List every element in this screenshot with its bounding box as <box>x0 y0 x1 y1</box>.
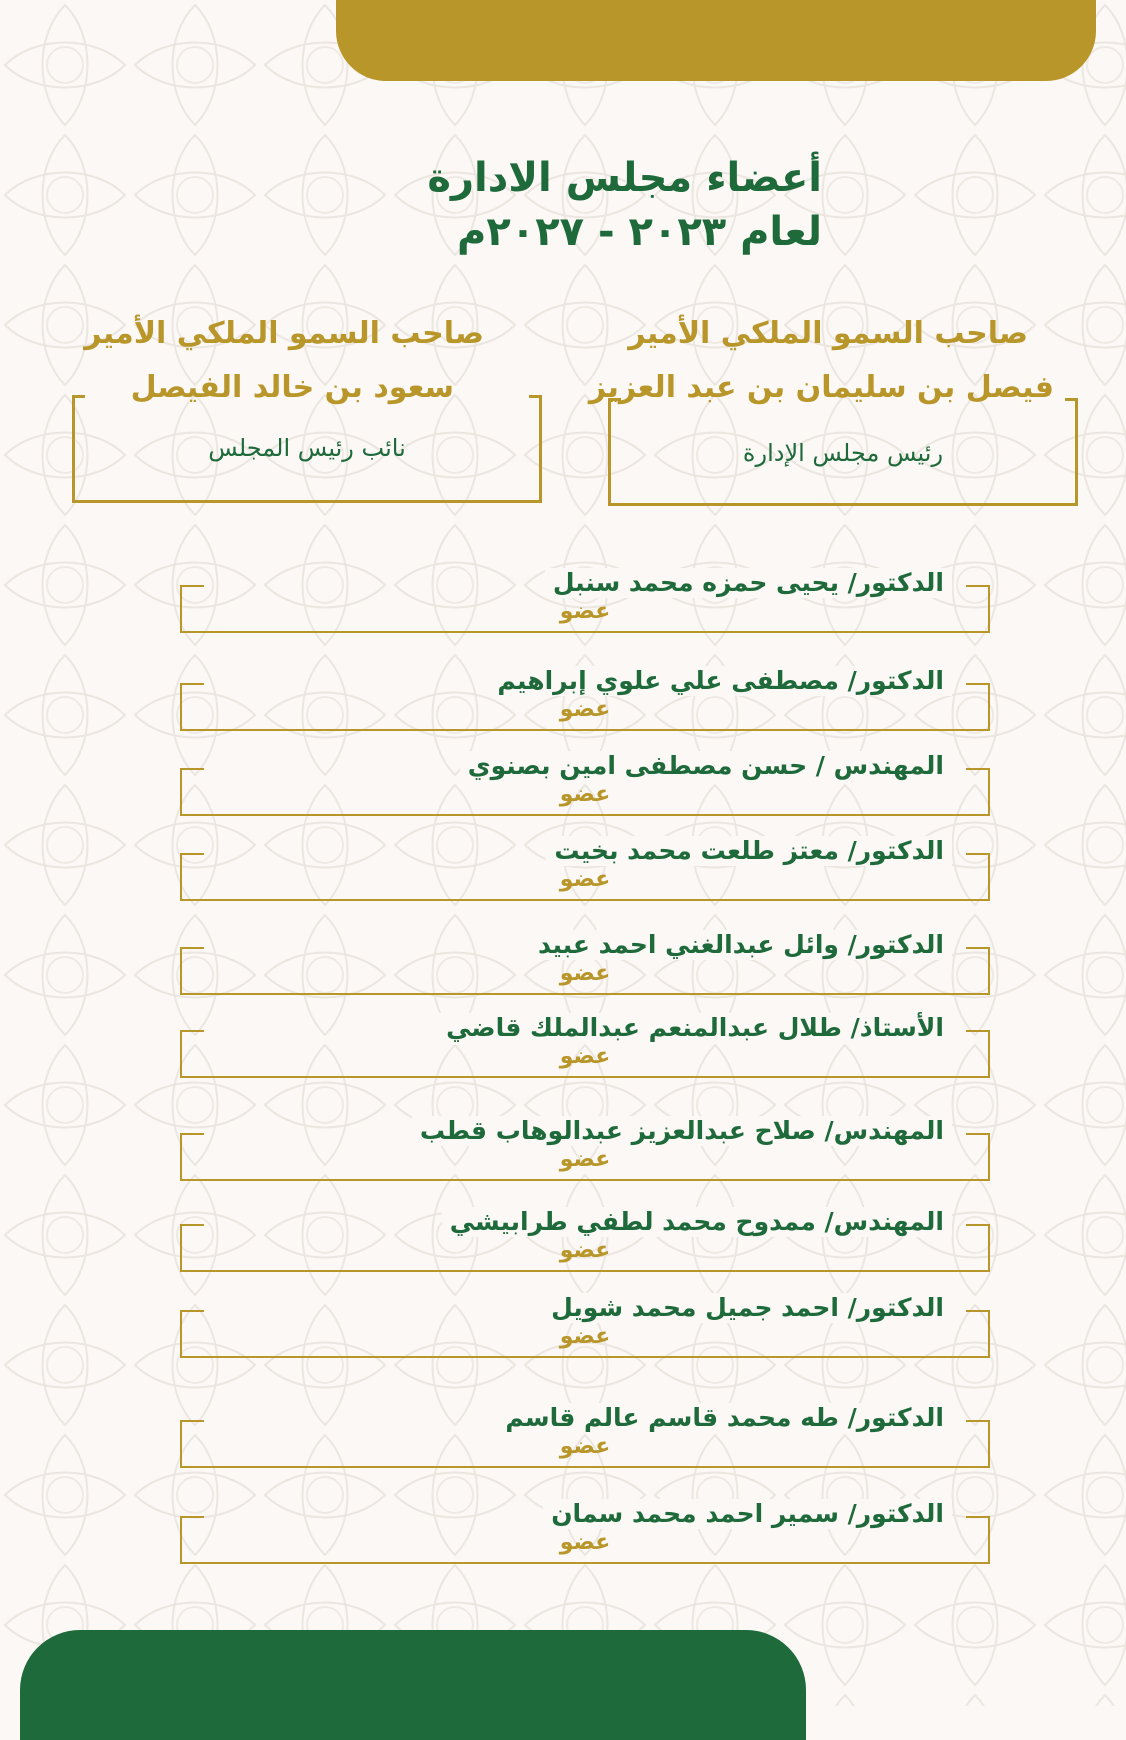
member-card <box>180 1013 990 1078</box>
member-name: المهندس/ صلاح عبدالعزيز عبدالوهاب قطب <box>412 1116 952 1146</box>
chairman-card <box>608 398 1078 506</box>
vice-chairman-honorific: صاحب السمو الملكي الأمير <box>84 316 484 351</box>
member-role: عضو <box>559 1530 611 1555</box>
member-card <box>180 666 990 731</box>
top-decorative-band <box>336 0 1096 81</box>
member-role: عضو <box>559 1434 611 1459</box>
bottom-decorative-band <box>20 1630 806 1740</box>
member-card <box>180 751 990 816</box>
vice-chairman-name: سعود بن خالد الفيصل <box>130 370 454 405</box>
member-name: الدكتور/ مصطفى علي علوي إبراهيم <box>489 666 952 696</box>
member-role: عضو <box>559 1044 611 1069</box>
member-name: المهندس/ ممدوح محمد لطفي طرابيشي <box>442 1207 952 1237</box>
member-name: المهندس / حسن مصطفى امين بصنوي <box>460 751 952 781</box>
member-card <box>180 1293 990 1358</box>
member-role: عضو <box>559 1147 611 1172</box>
member-role: عضو <box>559 1238 611 1263</box>
page-subtitle-year: لعام ٢٠٢٣ - ٢٠٢٧م <box>457 209 822 255</box>
member-card <box>180 1116 990 1181</box>
member-name: الدكتور/ سمير احمد محمد سمان <box>543 1499 952 1529</box>
member-card <box>180 568 990 633</box>
member-name: الدكتور/ معتز طلعت محمد بخيت <box>546 836 952 866</box>
member-role: عضو <box>559 697 611 722</box>
vice-chairman-card <box>72 395 542 503</box>
member-card <box>180 1207 990 1272</box>
member-card <box>180 930 990 995</box>
chairman-role: رئيس مجلس الإدارة <box>742 439 944 467</box>
member-name: الدكتور/ طه محمد قاسم عالم قاسم <box>497 1403 952 1433</box>
member-card <box>180 836 990 901</box>
member-role: عضو <box>559 1324 611 1349</box>
member-role: عضو <box>559 782 611 807</box>
member-name: الدكتور/ احمد جميل محمد شويل <box>543 1293 952 1323</box>
member-role: عضو <box>559 599 611 624</box>
member-card <box>180 1403 990 1468</box>
member-name: الأستاذ/ طلال عبدالمنعم عبدالملك قاضي <box>438 1013 952 1043</box>
member-name: الدكتور/ يحيى حمزه محمد سنبل <box>545 568 952 598</box>
member-name: الدكتور/ وائل عبدالغني احمد عبيد <box>530 930 952 960</box>
member-card <box>180 1499 990 1564</box>
member-role: عضو <box>559 961 611 986</box>
member-role: عضو <box>559 867 611 892</box>
chairman-name: فيصل بن سليمان بن عبد العزيز <box>588 370 1054 405</box>
vice-chairman-role: نائب رئيس المجلس <box>208 434 406 462</box>
chairman-honorific: صاحب السمو الملكي الأمير <box>628 316 1028 351</box>
page-title: أعضاء مجلس الادارة <box>427 155 822 201</box>
